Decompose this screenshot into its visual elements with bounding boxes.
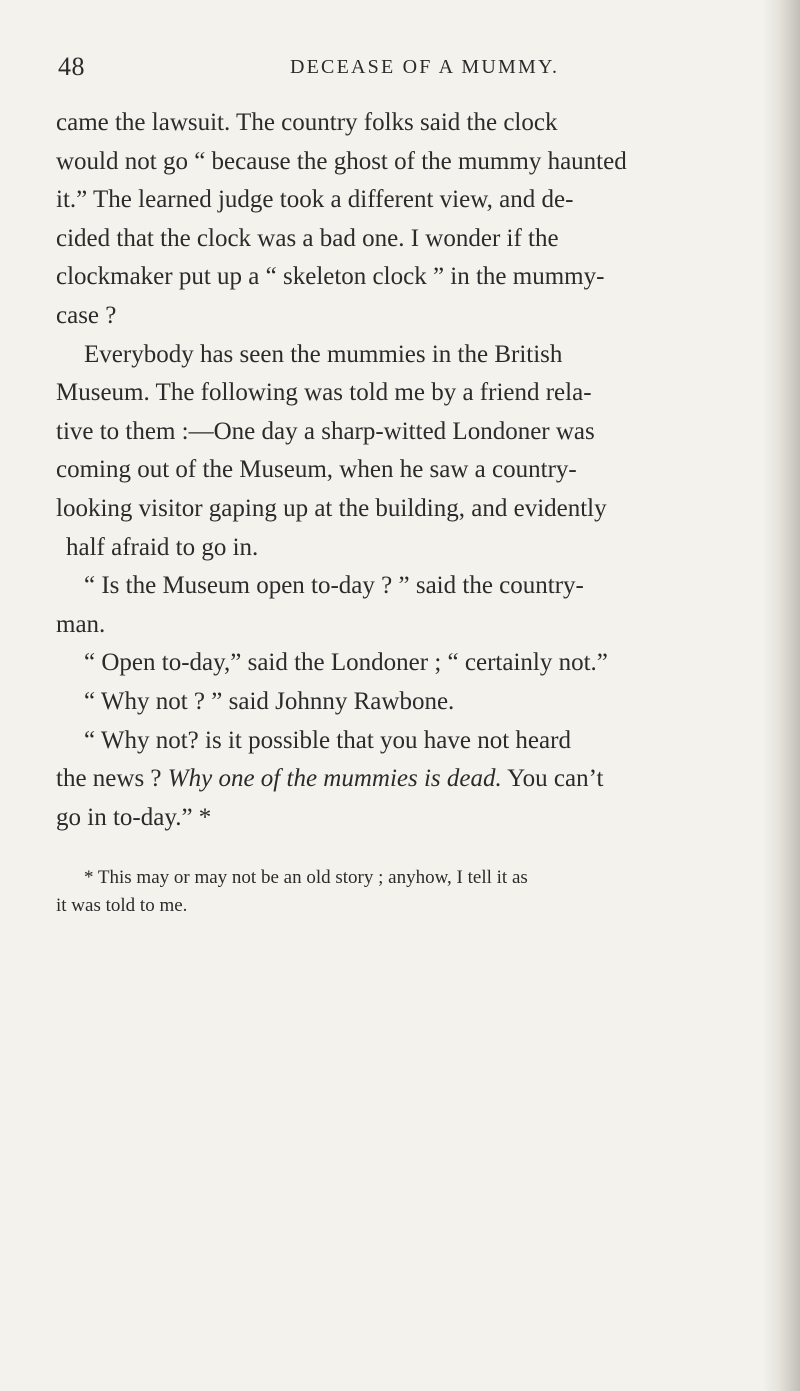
running-head: DECEASE OF A MUMMY. [290, 56, 560, 78]
text-line: Everybody has seen the mummies in the British [84, 340, 563, 368]
text-line: “ Why not? is it possible that you have not heard [84, 726, 571, 754]
text-line: clockmaker put up a “ skeleton clock ” in the mummy- [56, 263, 605, 291]
text-line: looking visitor gaping up at the building, and evidently [56, 494, 607, 522]
italic-phrase: Why one of the mummies is dead. [167, 765, 502, 793]
text-line: “ Is the Museum open to-day ? ” said the country- [84, 572, 584, 600]
footnote [56, 864, 750, 920]
text-line: would not go “ because the ghost of the mummy haunted [56, 147, 627, 175]
text-fragment: the news ? [56, 765, 162, 793]
text-line: man. [56, 610, 106, 638]
page-header [58, 52, 742, 86]
text-line: “ Why not ? ” said Johnny Rawbone. [84, 687, 455, 715]
page-number: 48 [58, 52, 85, 81]
text-line: it.” The learned judge took a different view, and de- [56, 186, 574, 214]
footnote-line: * This may or may not be an old story ; anyhow, I tell it as [84, 867, 528, 888]
text-line: case ? [56, 301, 117, 329]
text-line: “ Open to-day,” said the Londoner ; “ certainly not.” [84, 649, 608, 677]
text-line: cided that the clock was a bad one. I wonder if the [56, 224, 559, 252]
page-edge-shadow [762, 0, 800, 1391]
text-line: coming out of the Museum, when he saw a country- [56, 456, 577, 484]
text-line: half afraid to go in. [66, 533, 259, 561]
text-line: tive to them :—One day a sharp-witted Londoner was [56, 417, 595, 445]
footnote-line: it was told to me. [56, 895, 188, 916]
text-line: go in to-day.” * [56, 803, 212, 831]
text-line: Museum. The following was told me by a friend rela- [56, 379, 592, 407]
text-line [56, 760, 750, 799]
body-text [56, 104, 750, 837]
text-line: came the lawsuit. The country folks said the clock [56, 109, 558, 136]
text-fragment: You can’t [501, 765, 604, 793]
